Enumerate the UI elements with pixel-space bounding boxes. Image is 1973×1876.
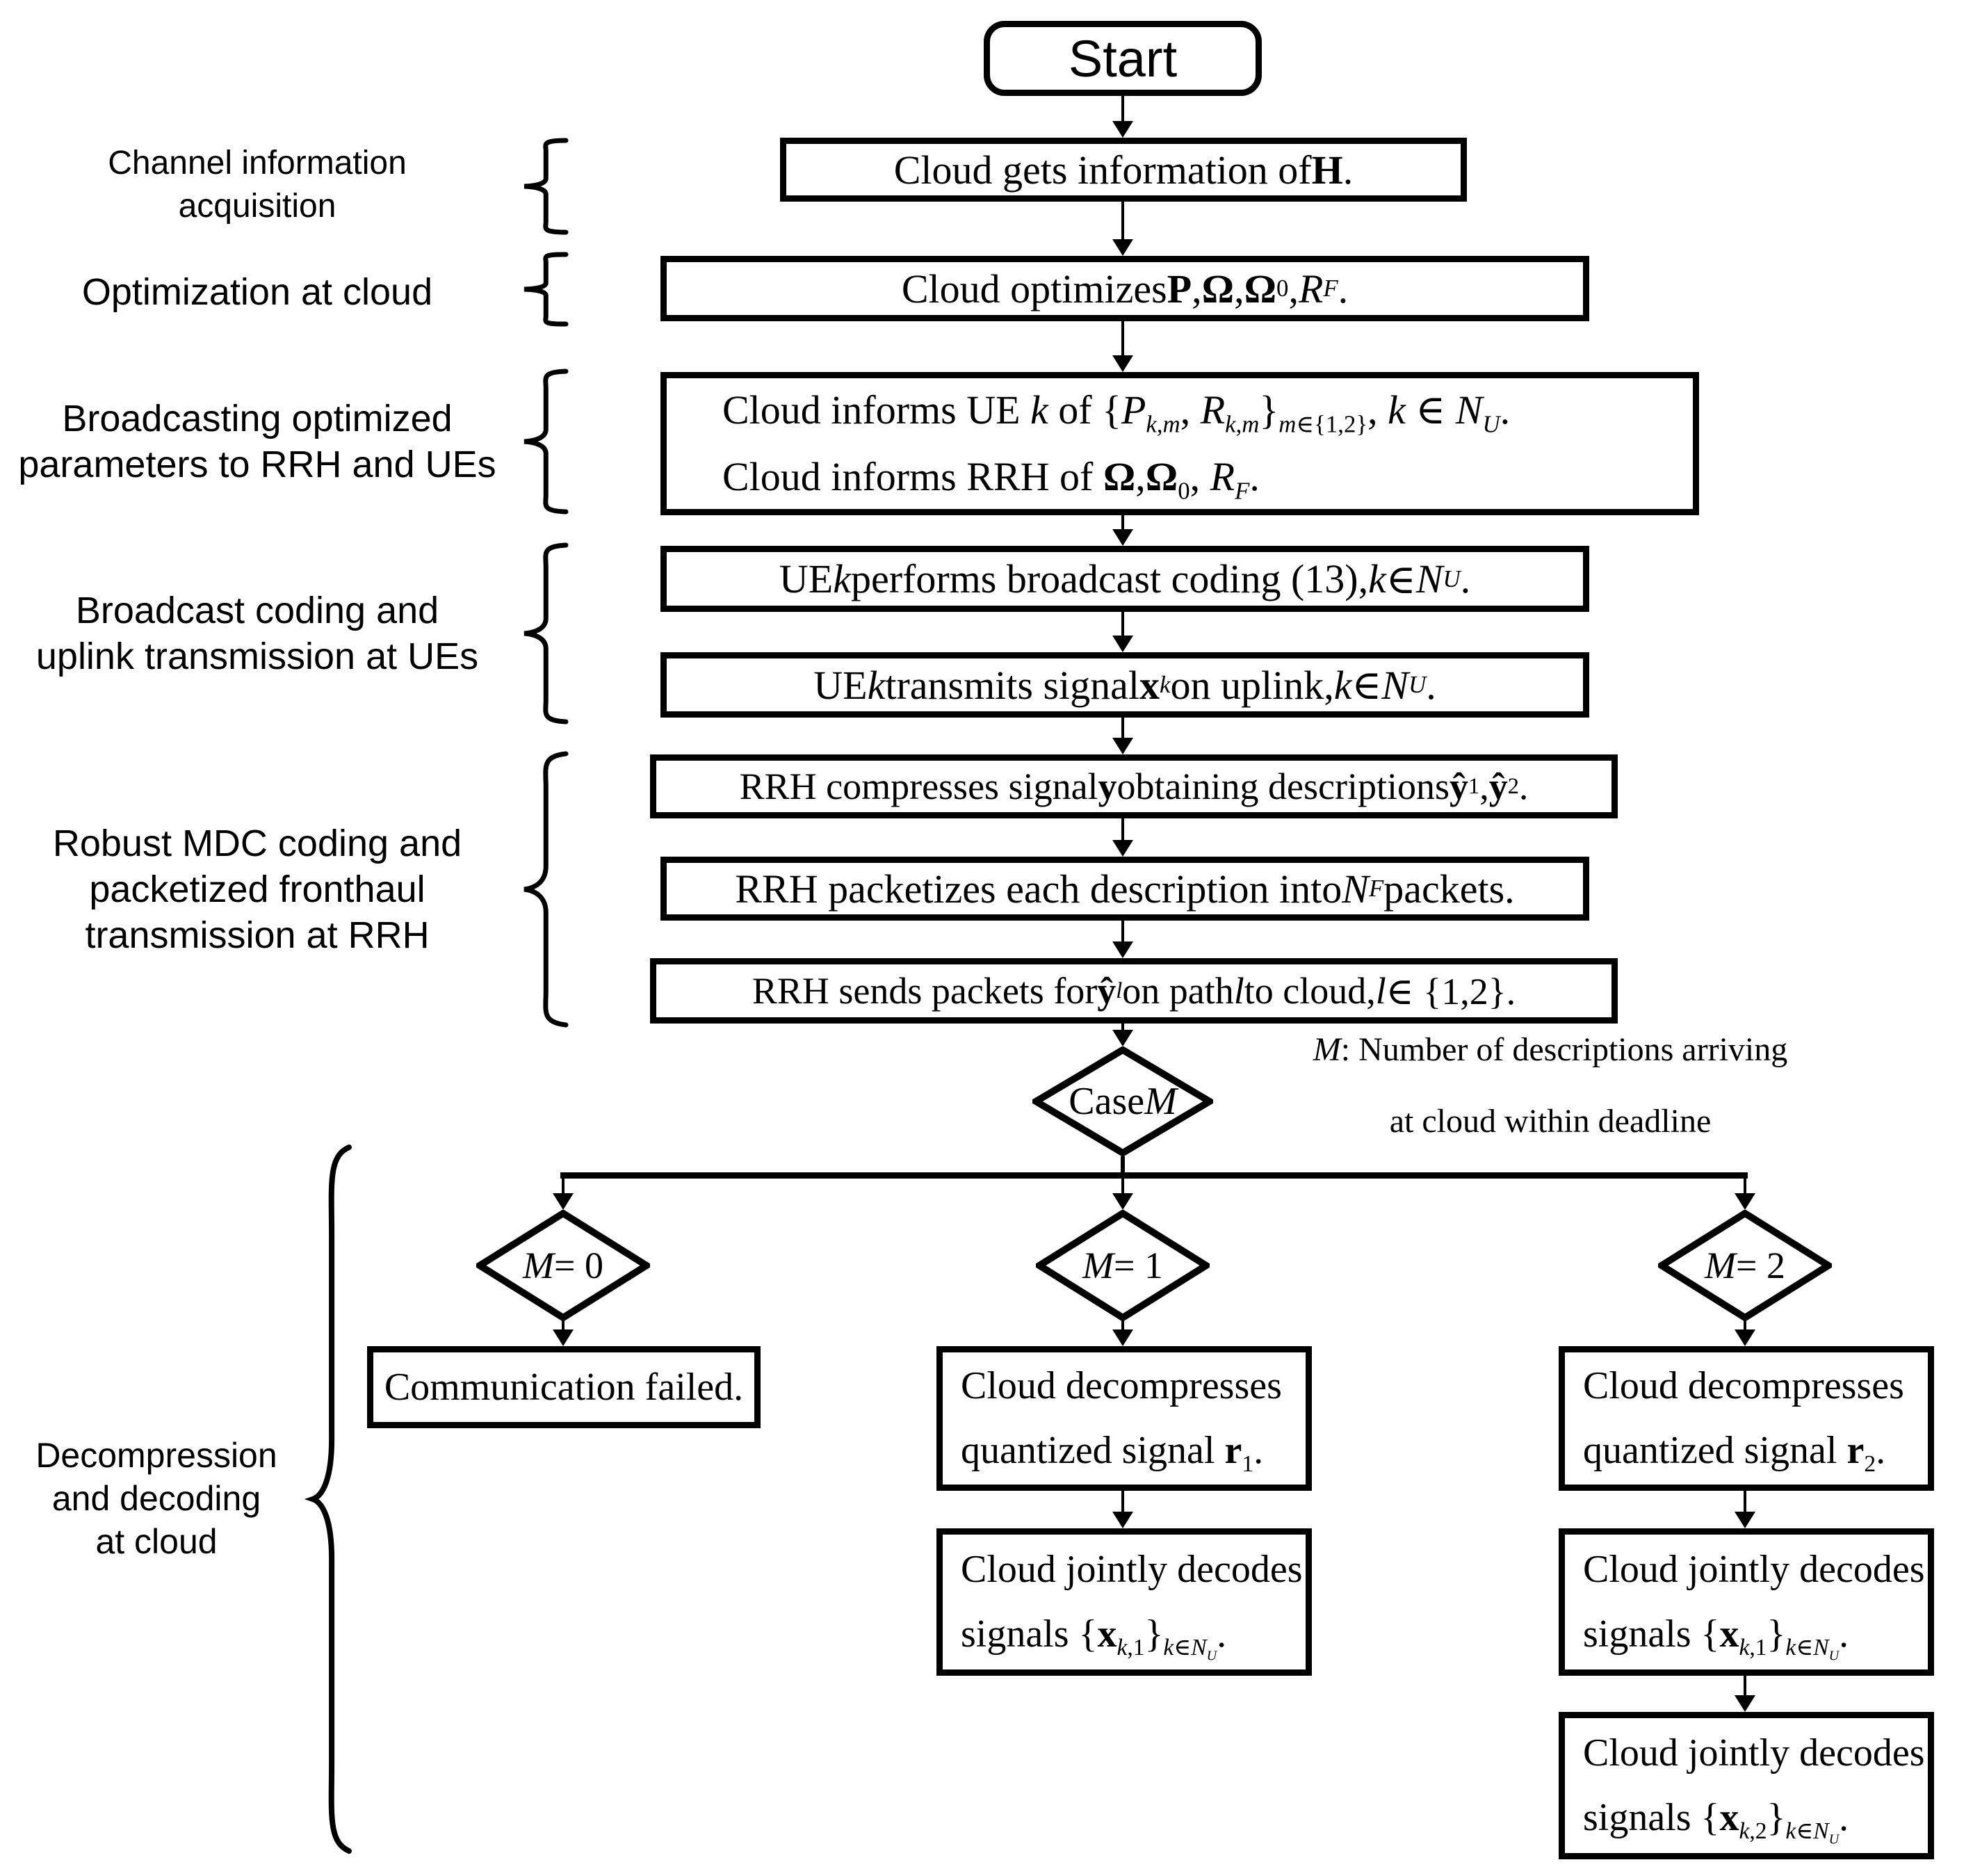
outcome-decompress-r1-line2: quantized signal $r_1$. xyxy=(961,1429,1264,1478)
step-inform xyxy=(660,372,1699,515)
outcome-decode-xk1-m2 xyxy=(1559,1528,1934,1676)
phase-label-line: and decoding xyxy=(51,1479,261,1518)
outcome-communication-failed: Communication failed. xyxy=(367,1346,761,1428)
outcome-decompress-r1-line1: Cloud decompresses xyxy=(961,1364,1282,1408)
phase-label-line: uplink transmission at UEs xyxy=(35,636,479,677)
brace-icon xyxy=(523,253,567,325)
outcome-decode-xk2-m2-line2: signals $\{x_{k,2}\}_{k\in N_U}$. xyxy=(1583,1796,1849,1847)
decision-m2 xyxy=(1658,1210,1832,1321)
outcome-decode-xk1-m2-line1: Cloud jointly decodes xyxy=(1583,1548,1925,1592)
arrow-down-icon xyxy=(561,1179,565,1210)
phase-label-line: Robust MDC coding and xyxy=(52,823,462,864)
arrow-down-icon xyxy=(1121,96,1125,138)
arrow-down-icon xyxy=(561,1321,565,1346)
phase-label-line: Broadcasting optimized xyxy=(62,398,453,439)
step-send-packets: RRH sends packets for ŷ l on path l to cloud, l ∈ {1,2}. xyxy=(650,958,1618,1024)
arrow-down-icon xyxy=(1121,612,1125,652)
outcome-decode-xk2-m2 xyxy=(1559,1712,1934,1859)
decision-m0-label: M = 0 xyxy=(523,1245,603,1286)
outcome-decode-xk2-m2-line1: Cloud jointly decodes xyxy=(1583,1731,1925,1775)
step-optimize: Cloud optimizes P , Ω , Ω 0 , R F . xyxy=(660,256,1589,321)
step-compress: RRH compresses signal y obtaining descriptions ŷ 1 , ŷ 2 . xyxy=(650,754,1618,818)
phase-label-line: Optimization at cloud xyxy=(81,271,433,313)
phase-label-channel-acquisition xyxy=(28,142,487,228)
step-packetize: RRH packetizes each description into N F packets. xyxy=(660,857,1589,921)
outcome-decompress-r1 xyxy=(936,1346,1312,1491)
arrow-down-icon xyxy=(1743,1321,1747,1346)
arrow-down-icon xyxy=(1743,1179,1747,1210)
arrow-down-icon xyxy=(1121,1179,1125,1210)
decision-m1 xyxy=(1036,1210,1210,1321)
decision-m0 xyxy=(476,1210,650,1321)
step-get-info: Cloud gets information of H . xyxy=(780,138,1467,202)
outcome-decode-xk1-m1-line1: Cloud jointly decodes xyxy=(961,1548,1303,1592)
arrow-down-icon xyxy=(1121,921,1125,958)
phase-label-line: at cloud xyxy=(95,1522,218,1561)
phase-label-line: Decompression xyxy=(35,1436,277,1475)
step-broadcast-coding: UE k performs broadcast coding (13), k ∈ N U . xyxy=(660,546,1589,612)
phase-label-broadcasting-parameters xyxy=(14,396,501,487)
phase-label-optimization xyxy=(28,269,487,315)
arrow-down-icon xyxy=(1121,1024,1125,1046)
arrow-down-icon xyxy=(1121,1491,1125,1528)
brace-icon xyxy=(523,544,567,723)
arrow-down-icon xyxy=(1121,515,1125,546)
phase-label-decompression-decoding xyxy=(14,1434,299,1563)
decision-case-m-label: Case M xyxy=(1069,1080,1177,1123)
arrow-down-icon xyxy=(1121,718,1125,754)
note-m-definition-line2: at cloud within deadline xyxy=(1389,1103,1712,1140)
brace-icon xyxy=(523,139,567,234)
brace-icon xyxy=(523,752,567,1026)
decision-case-m xyxy=(1032,1046,1213,1156)
phase-label-line: transmission at RRH xyxy=(85,914,430,956)
brace-icon xyxy=(523,370,567,513)
step-inform-line2: Cloud informs RRH of $\Omega,\Omega_0$, $R_F$. xyxy=(722,454,1260,505)
outcome-decode-xk1-m2-line2: signals $\{x_{k,1}\}_{k\in N_U}$. xyxy=(1583,1612,1849,1664)
phase-label-line: Channel information xyxy=(108,145,407,181)
outcome-decompress-r2 xyxy=(1559,1346,1934,1491)
arrow-down-icon xyxy=(1121,818,1125,857)
connector-horizontal xyxy=(560,1172,1748,1179)
step-inform-line1: Cloud informs UE k of {$P_{k,m}$, $R_{k,m}\}_{m\in\{1,2\}}$, k ∈ $N_U$. xyxy=(722,387,1511,438)
decision-m1-label: M = 1 xyxy=(1082,1245,1163,1286)
phase-label-broadcast-coding xyxy=(21,588,494,679)
decision-m2-label: M = 2 xyxy=(1705,1245,1785,1286)
phase-label-line: packetized fronthaul xyxy=(89,868,425,910)
outcome-decode-xk1-m1-line2: signals $\{x_{k,1}\}_{k\in N_U}$. xyxy=(961,1612,1227,1664)
arrow-down-icon xyxy=(1121,321,1125,372)
phase-label-robust-mdc xyxy=(21,820,494,958)
note-m-definition-line1: M: Number of descriptions arriving xyxy=(1313,1031,1788,1068)
brace-icon xyxy=(311,1146,350,1852)
outcome-decode-xk1-m1 xyxy=(936,1528,1312,1676)
phase-label-line: acquisition xyxy=(178,188,336,225)
step-transmit: UE k transmits signal x k on uplink, k ∈ N U . xyxy=(660,652,1589,718)
outcome-decompress-r2-line1: Cloud decompresses xyxy=(1583,1364,1904,1408)
phase-label-line: Broadcast coding and xyxy=(75,590,439,631)
phase-label-line: parameters to RRH and UEs xyxy=(18,444,496,485)
arrow-down-icon xyxy=(1121,1321,1125,1346)
arrow-down-icon xyxy=(1743,1491,1747,1528)
start-node: Start xyxy=(984,21,1262,96)
arrow-down-icon xyxy=(1121,202,1125,256)
outcome-decompress-r2-line2: quantized signal $r_2$. xyxy=(1583,1429,1886,1478)
arrow-down-icon xyxy=(1743,1676,1747,1712)
